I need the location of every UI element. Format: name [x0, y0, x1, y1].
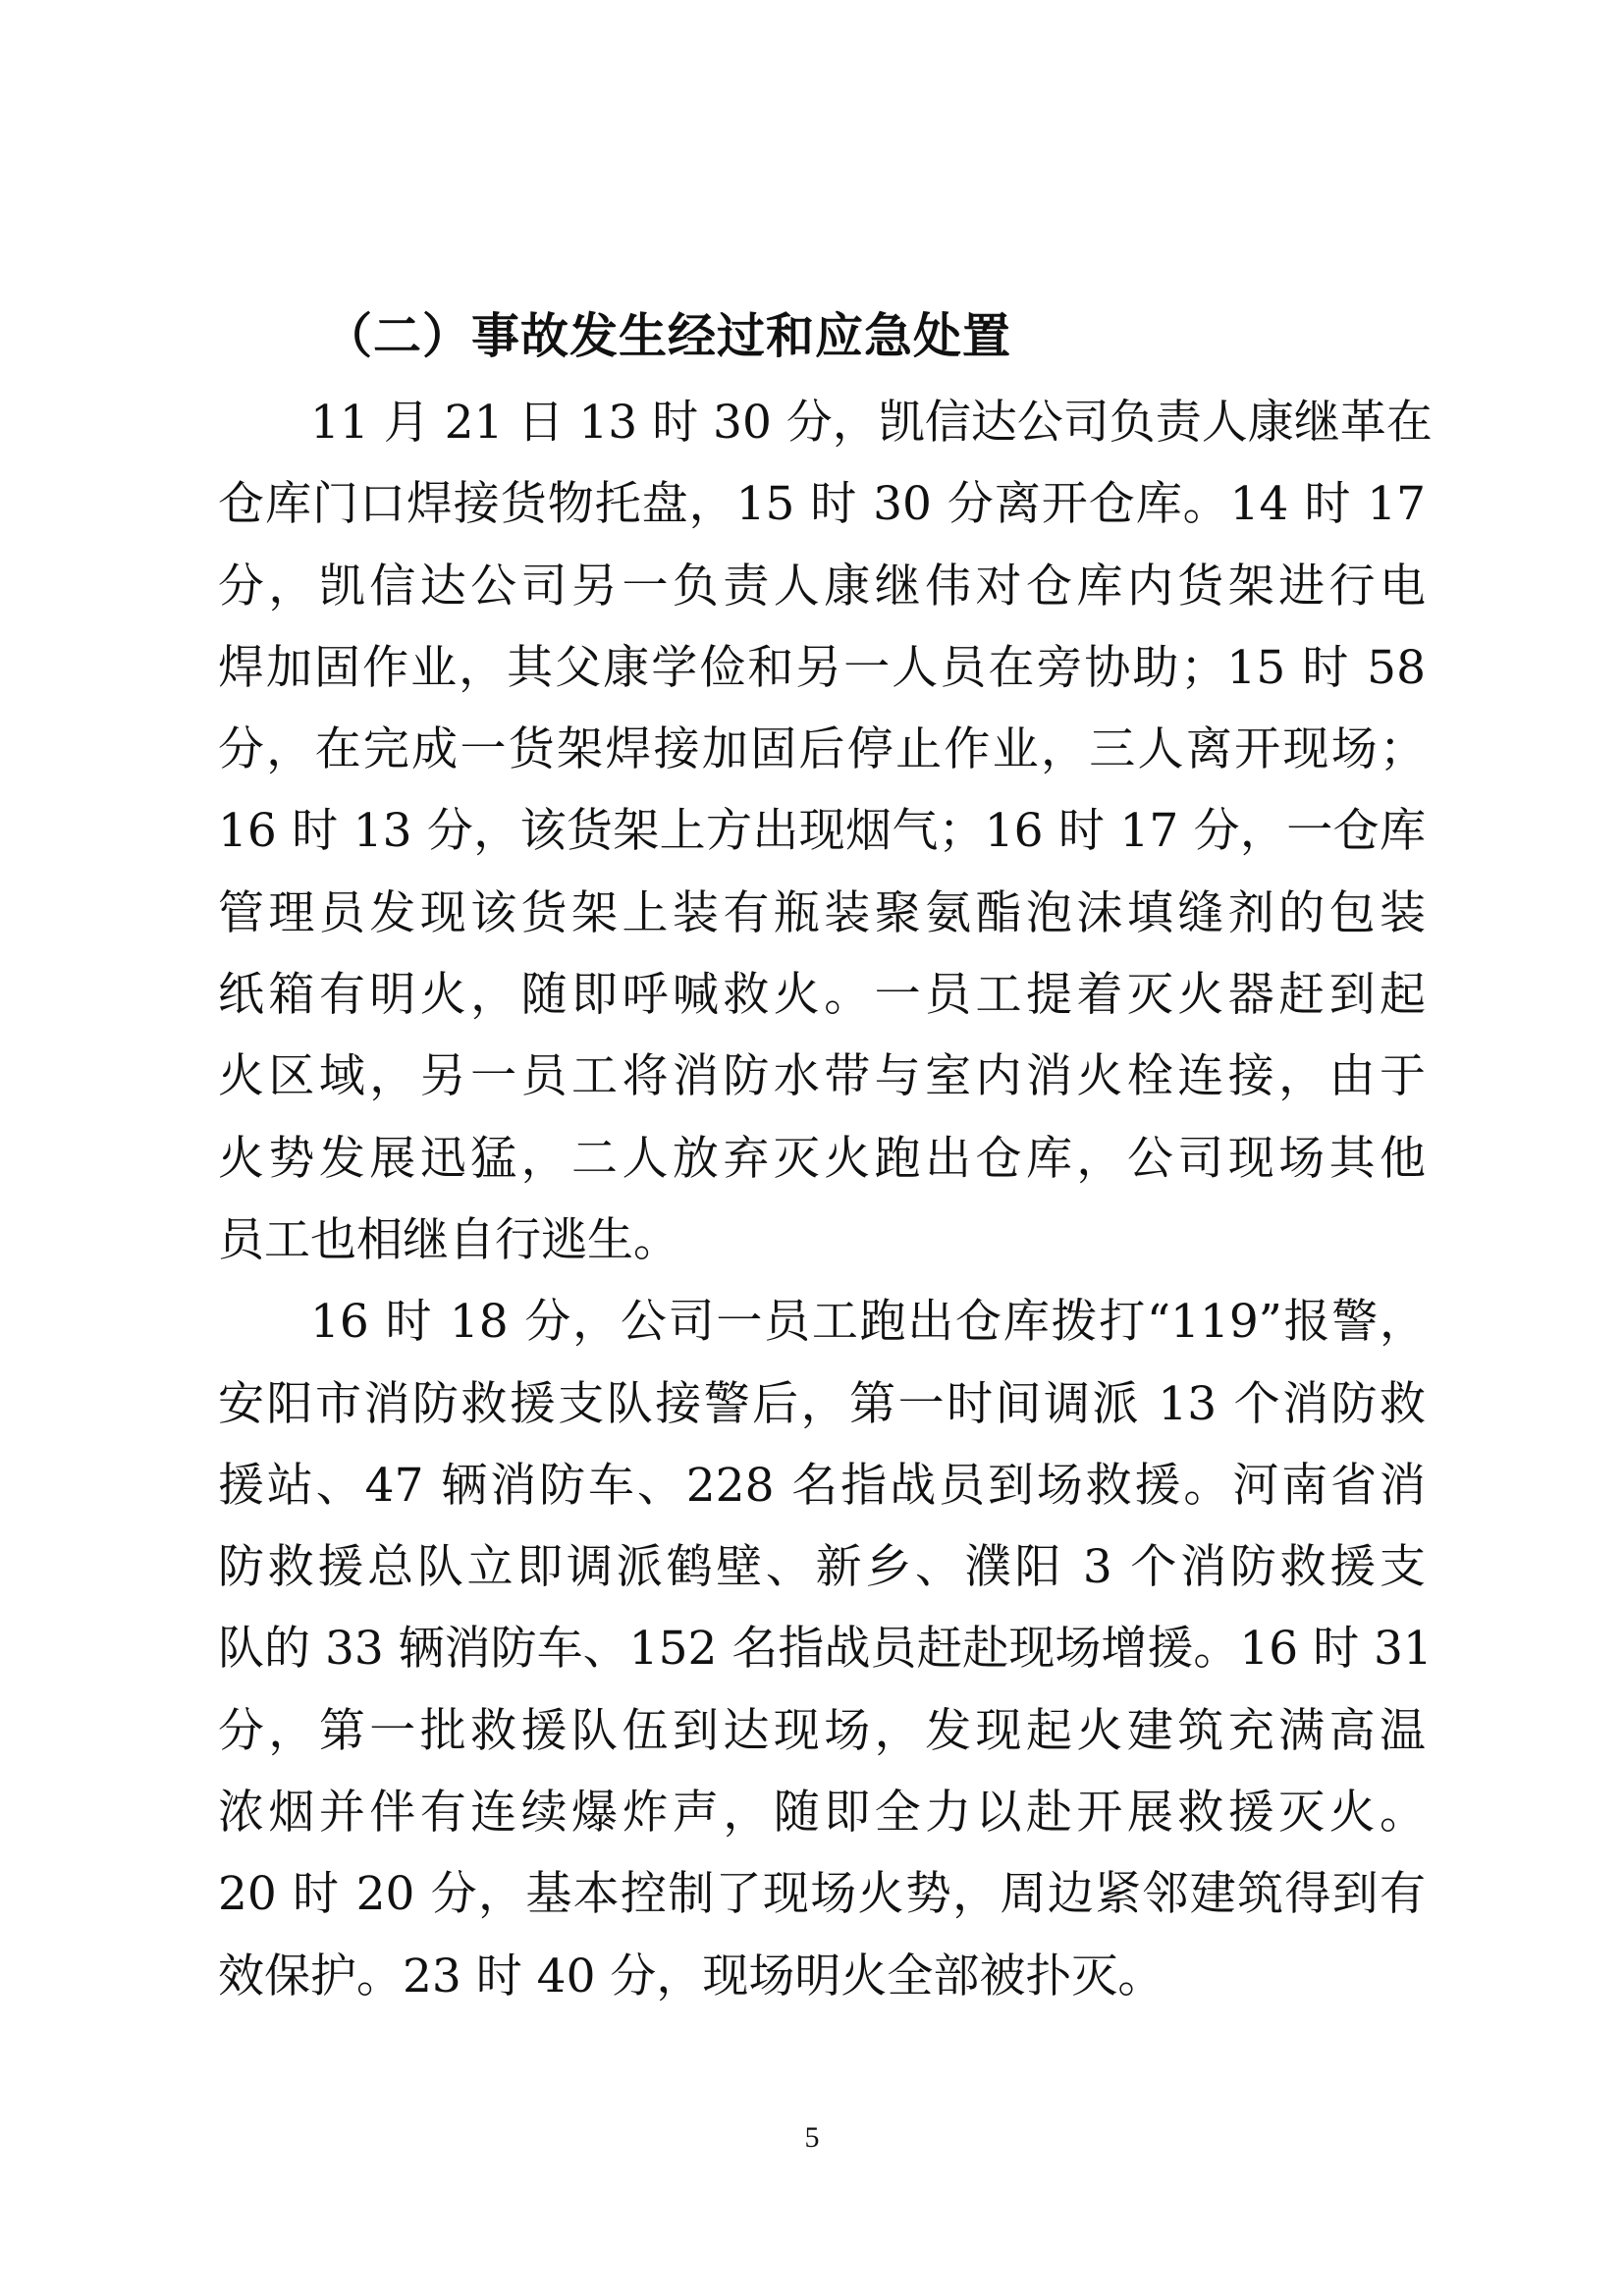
text-line: 分，凯信达公司另一负责人康继伟对仓库内货架进行电 — [218, 559, 1426, 614]
text-line: 防救援总队立即调派鹤壁、新乡、濮阳 3 个消防救援支 — [218, 1540, 1427, 1595]
text-line: 分，在完成一货架焊接加固后停止作业，三人离开现场； — [218, 722, 1426, 777]
paragraph — [218, 382, 1433, 1281]
text-line: 焊加固作业，其父康学俭和另一人员在旁协助；15 时 58 — [218, 640, 1426, 695]
text-line: 分，第一批救援队伍到达现场，发现起火建筑充满高温 — [218, 1703, 1426, 1758]
text-line: 管理员发现该货架上装有瓶装聚氨酯泡沫填缝剂的包装 — [218, 885, 1426, 940]
text-line: 安阳市消防救援支队接警后，第一时间调派 13 个消防救 — [218, 1376, 1426, 1431]
text-line: 16 时 13 分，该货架上方出现烟气；16 时 17 分，一仓库 — [218, 804, 1426, 859]
text-line: 援站、47 辆消防车、228 名指战员到场救援。河南省消 — [218, 1458, 1426, 1513]
text-line: 11 月 21 日 13 时 30 分，凯信达公司负责人康继革在 — [310, 396, 1433, 450]
text-line: 火势发展迅猛，二人放弃灭火跑出仓库，公司现场其他 — [218, 1131, 1426, 1186]
paragraph — [218, 1281, 1433, 2017]
body-text — [218, 382, 1433, 2017]
text-line: 火区域，另一员工将消防水带与室内消火栓连接，由于 — [218, 1049, 1426, 1104]
text-line: 效保护。23 时 40 分，现场明火全部被扑灭。 — [218, 1949, 1164, 2003]
text-line: 队的 33 辆消防车、152 名指战员赶赴现场增援。16 时 31 — [218, 1622, 1433, 1677]
text-line: 16 时 18 分，公司一员工跑出仓库拨打“119”报警， — [310, 1295, 1426, 1350]
text-line: 20 时 20 分，基本控制了现场火势，周边紧邻建筑得到有 — [218, 1867, 1426, 1922]
section-heading: （二）事故发生经过和应急处置 — [324, 307, 1012, 364]
page-number: 5 — [804, 2121, 820, 2154]
text-line: 员工也相继自行逃生。 — [218, 1212, 679, 1267]
text-line: 仓库门口焊接货物托盘，15 时 30 分离开仓库。14 时 17 — [218, 477, 1426, 532]
text-line: 浓烟并伴有连续爆炸声，随即全力以赴开展救援灭火。 — [218, 1786, 1426, 1841]
text-line: 纸箱有明火，随即呼喊救火。一员工提着灭火器赶到起 — [218, 968, 1426, 1023]
